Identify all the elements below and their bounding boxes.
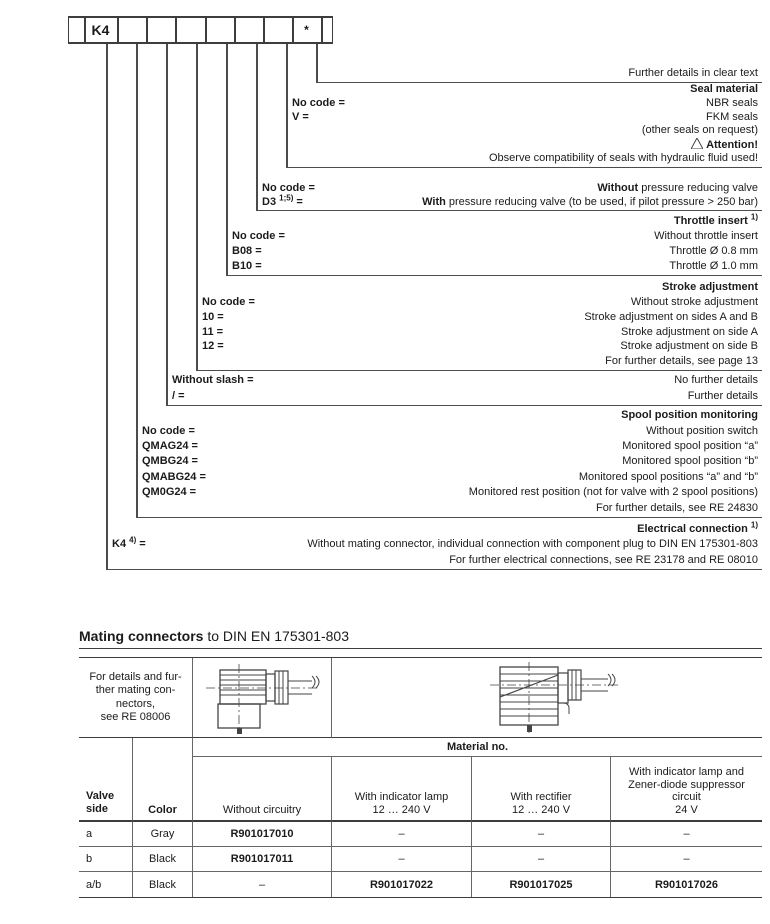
mating-connectors-table [79,657,762,898]
attention-icon [691,138,703,149]
code-label: QMAG24 = [142,439,198,452]
heading-rule [79,648,762,649]
code-description: Without pressure reducing valve [597,182,758,194]
cell-color: Gray [133,822,193,847]
box-divider [234,18,236,42]
code-label: 12 = [202,340,224,353]
code-description: Without position switch [646,424,758,437]
cell-valve-side: a/b [79,872,133,897]
code-label: No code = [292,97,345,110]
code-description: Throttle Ø 0.8 mm [669,245,758,257]
cell-material-no: R901017010 [193,822,332,847]
code-label: QMBG24 = [142,455,198,468]
section-stroke-adjustment [196,282,762,371]
header-valve-side: Valve side [79,738,133,822]
section-note: For further electrical connections, see RE 23178 and RE 08010 [449,553,758,566]
attention-row [691,138,762,153]
section-text: Further details in clear text [628,67,758,79]
code-label: No code = [262,182,315,194]
code-label: B08 = [232,245,262,257]
code-description: Without stroke adjustment [630,296,758,309]
code-description: Without throttle insert [654,230,758,242]
code-label: No code = [142,424,195,437]
code-label: V = [292,110,309,123]
header-zener: With indicator lamp and Zener-diode suppressor circuit 24 V [611,757,762,822]
code-description: Monitored spool position “b” [622,455,758,468]
section-text: Observe compatibility of seals with hydraulic fluid used! [488,152,758,165]
header-indicator-lamp: With indicator lamp 12 … 240 V [332,757,472,822]
cell-material-no: – [193,872,332,897]
box-divider [146,18,148,42]
connector-image-cell [193,658,332,738]
code-label: 11 = [202,325,224,338]
code-label: No code = [202,296,255,309]
cell-material-no: – [332,847,472,872]
code-description: Throttle Ø 1.0 mm [669,260,758,272]
mating-connectors-heading: Mating connectors to DIN EN 175301-803 [79,628,349,644]
attention-label: Attention! [706,138,758,151]
section-header: Throttle insert $^{1)}$ [673,212,758,227]
cell-valve-side: a [79,822,133,847]
connector-lamp-image-cell [332,658,762,738]
section-spool-position-monitoring [136,410,762,518]
section-electrical-connection [106,520,762,570]
tree-line-electrical [106,44,108,570]
header-without-circuitry: Without circuitry [193,757,332,822]
code-description: Monitored rest position (not for valve with 2 spool positions) [468,486,758,499]
code-description: No further details [674,374,758,386]
box-divider [263,18,265,42]
cell-material-no: – [332,822,472,847]
series-code-box: K4 [91,22,110,38]
code-label: D3 $^{1;5)}$ = [262,193,303,208]
cell-material-no: R901017011 [193,847,332,872]
box-divider [175,18,177,42]
table-note-cell: For details and fur- ther mating con- nectors, see RE 08006 [79,658,193,738]
box-divider [117,18,119,42]
code-description: Without mating connector, individual connection with component plug to DIN EN 175301-803 [307,538,758,551]
code-description: FKM seals [706,110,758,123]
section-pressure-reducing-valve [256,183,762,211]
section-header: Spool position monitoring [621,409,758,422]
section-note: For further details, see page 13 [605,355,758,368]
section-throttle-insert [226,212,762,276]
code-label: No code = [232,230,285,242]
code-description: Stroke adjustment on side B [620,340,758,353]
cell-material-no: R901017026 [654,878,718,891]
code-description: Stroke adjustment on sides A and B [584,310,758,323]
code-description: With pressure reducing valve (to be used, if pilot pressure > 250 bar) [422,196,758,208]
cell-material-no: – [472,847,611,872]
cell-material-no: – [611,822,762,847]
section-header: Seal material [690,83,758,96]
code-description: Stroke adjustment on side A [621,325,758,338]
ordering-code-boxes [68,16,333,44]
code-description: Monitored spool positions “a” and “b” [578,470,758,483]
box-divider [205,18,207,42]
header-color: Color [133,738,193,822]
section-seal-material [286,83,762,168]
section-text: (other seals on request) [641,124,758,137]
tree-line-slash [166,44,168,406]
cell-color: Black [133,847,193,872]
cell-material-no: R901017025 [472,872,611,897]
section-slash [166,375,762,406]
code-label: K4 $^{4)}$ = [112,535,146,551]
code-label: QMABG24 = [142,470,206,483]
code-description: NBR seals [706,97,758,110]
cell-valve-side: b [79,847,133,872]
header-rectifier: With rectifier 12 … 240 V [472,757,611,822]
din-connector-lamp-drawing [472,661,622,735]
header-material-no: Material no. [193,738,762,757]
code-label: QM0G24 = [142,486,197,499]
cell-material-no: R901017022 [332,872,472,897]
code-description: Monitored spool position “a” [622,439,758,452]
box-divider [321,18,323,42]
cell-material-no: – [611,847,762,872]
section-further-details [316,62,762,83]
din-connector-drawing [202,662,322,734]
section-note: For further details, see RE 24830 [595,501,758,514]
code-label: 10 = [202,310,224,323]
code-label: Without slash = [172,374,254,386]
code-description: Further details [687,389,758,402]
code-label: / = [172,389,185,402]
cell-material-no: – [472,822,611,847]
code-label: B10 = [232,260,262,272]
section-header: Stroke adjustment [662,281,758,294]
star-code-box: * [304,23,309,37]
cell-color: Black [133,872,193,897]
section-header: Electrical connection $^{1)}$ [637,520,758,536]
